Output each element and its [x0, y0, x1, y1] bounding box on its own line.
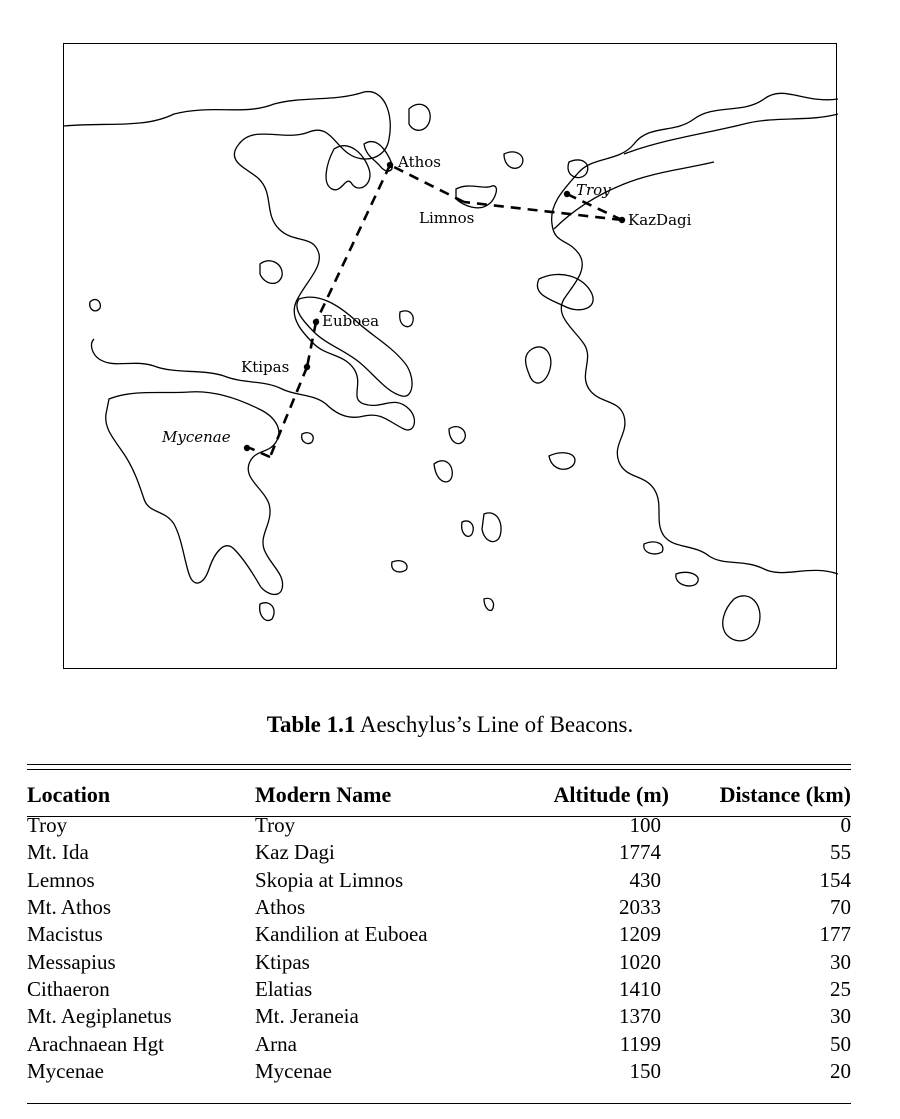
- cell-altitude: 430: [629, 867, 661, 892]
- beacon-table: [27, 766, 851, 1085]
- limnos-island: [456, 186, 496, 208]
- cell-distance: 30: [830, 949, 851, 974]
- cell-altitude: 1209: [619, 922, 661, 947]
- rhodes-island: [723, 596, 760, 641]
- cell-location: Mt. Aegiplanetus: [27, 1004, 172, 1029]
- chios-island: [526, 347, 551, 383]
- map-label-limnos: Limnos: [419, 209, 475, 227]
- cell-distance: 20: [830, 1058, 851, 1083]
- cell-modern-name: Athos: [255, 895, 306, 920]
- table-title: Aeschylus’s Line of Beacons.: [359, 712, 634, 737]
- beacon-points: [244, 162, 625, 451]
- table-row: [27, 976, 851, 1003]
- cell-distance: 30: [830, 1004, 851, 1029]
- route-athos-euboea: [316, 165, 390, 322]
- beacon-map: [63, 43, 837, 669]
- map-label-euboea: Euboea: [322, 312, 380, 330]
- cell-location: Cithaeron: [27, 976, 110, 1001]
- cell-location: Troy: [27, 813, 68, 838]
- cell-altitude: 150: [629, 1058, 661, 1083]
- header-altitude: Altitude (m): [553, 782, 669, 807]
- cell-modern-name: Elatias: [255, 976, 313, 1001]
- samos-island: [549, 453, 575, 470]
- cell-modern-name: Kandilion at Euboea: [255, 922, 428, 947]
- map-label-athos: Athos: [398, 153, 441, 171]
- table-row: [27, 867, 851, 894]
- cell-modern-name: Ktipas: [255, 949, 310, 974]
- cell-location: Lemnos: [27, 867, 95, 892]
- table-header-row: [27, 766, 851, 812]
- kos-island: [644, 542, 663, 554]
- cell-modern-name: Skopia at Limnos: [255, 867, 404, 892]
- header-modern-name: Modern Name: [255, 782, 392, 807]
- table-row: [27, 812, 851, 839]
- cell-modern-name: Mt. Jeraneia: [255, 1004, 359, 1029]
- cell-location: Mt. Athos: [27, 895, 112, 920]
- chalkidiki-coast: [326, 146, 370, 190]
- table-row: [27, 948, 851, 975]
- cell-modern-name: Arna: [255, 1031, 297, 1056]
- skyros-island: [449, 427, 465, 444]
- cell-location: Macistus: [27, 922, 103, 947]
- mycenae-point: [244, 445, 250, 451]
- euboea-islet: [400, 311, 414, 327]
- table-number: Table 1.1: [266, 712, 356, 737]
- cell-altitude: 1370: [619, 1004, 661, 1029]
- marmara-coast: [624, 114, 838, 154]
- paros-island: [462, 521, 474, 536]
- map-label-ktipas: Ktipas: [241, 358, 290, 376]
- cell-location: Mycenae: [27, 1058, 104, 1083]
- cell-modern-name: Kaz Dagi: [255, 840, 335, 865]
- samothrace-island: [504, 152, 523, 168]
- cell-distance: 70: [830, 895, 851, 920]
- coastlines: [64, 92, 838, 641]
- karpathos-island: [676, 572, 698, 586]
- peloponnese-coast: [106, 392, 283, 595]
- cell-altitude: 1410: [619, 976, 661, 1001]
- map-label-troy: Troy: [576, 181, 611, 199]
- table-row: [27, 894, 851, 921]
- table-bottom-rule: [27, 1103, 851, 1104]
- cell-altitude: 2033: [619, 895, 661, 920]
- cell-distance: 177: [819, 922, 851, 947]
- thasos-island: [409, 104, 430, 130]
- cell-distance: 154: [819, 867, 851, 892]
- table-row: [27, 921, 851, 948]
- cell-modern-name: Mycenae: [255, 1058, 332, 1083]
- map-drawing: [64, 44, 838, 670]
- header-location: Location: [27, 782, 111, 807]
- thera-island: [484, 598, 494, 610]
- table-row: [27, 1003, 851, 1030]
- map-label-mycenae: Mycenae: [162, 428, 231, 446]
- cell-altitude: 1020: [619, 949, 661, 974]
- table-row: [27, 1058, 851, 1085]
- header-distance: Distance (km): [719, 782, 851, 807]
- skiathos-island: [260, 261, 282, 284]
- table-body: [27, 812, 851, 1085]
- cell-distance: 25: [830, 976, 851, 1001]
- cell-location: Mt. Ida: [27, 840, 89, 865]
- table-top-rule: [27, 764, 851, 765]
- cell-distance: 0: [840, 813, 851, 838]
- cell-distance: 50: [830, 1031, 851, 1056]
- andros-island: [434, 461, 452, 482]
- euboea-point: [313, 319, 319, 325]
- athos-point: [387, 162, 393, 168]
- imbros-island: [568, 160, 588, 178]
- mainland-coast: [64, 92, 414, 430]
- aegina-island: [302, 433, 314, 444]
- cell-location: Arachnaean Hgt: [27, 1031, 165, 1056]
- table-row: [27, 839, 851, 866]
- cell-altitude: 1199: [619, 1031, 661, 1056]
- cell-location: Messapius: [27, 949, 116, 974]
- west-islet: [90, 300, 101, 311]
- cell-altitude: 100: [629, 813, 661, 838]
- kythira-island: [260, 603, 274, 621]
- milos-island: [392, 561, 407, 572]
- cell-modern-name: Troy: [255, 813, 296, 838]
- map-label-kazdagi: KazDagi: [628, 211, 692, 229]
- troy-point: [564, 191, 570, 197]
- cell-distance: 55: [830, 840, 851, 865]
- table-row: [27, 1030, 851, 1057]
- lesbos-island: [537, 274, 593, 309]
- cell-altitude: 1774: [619, 840, 661, 865]
- table-caption: [0, 712, 900, 738]
- kazdagi-point: [619, 217, 625, 223]
- naxos-island: [482, 513, 501, 542]
- ktipas-point: [304, 364, 310, 370]
